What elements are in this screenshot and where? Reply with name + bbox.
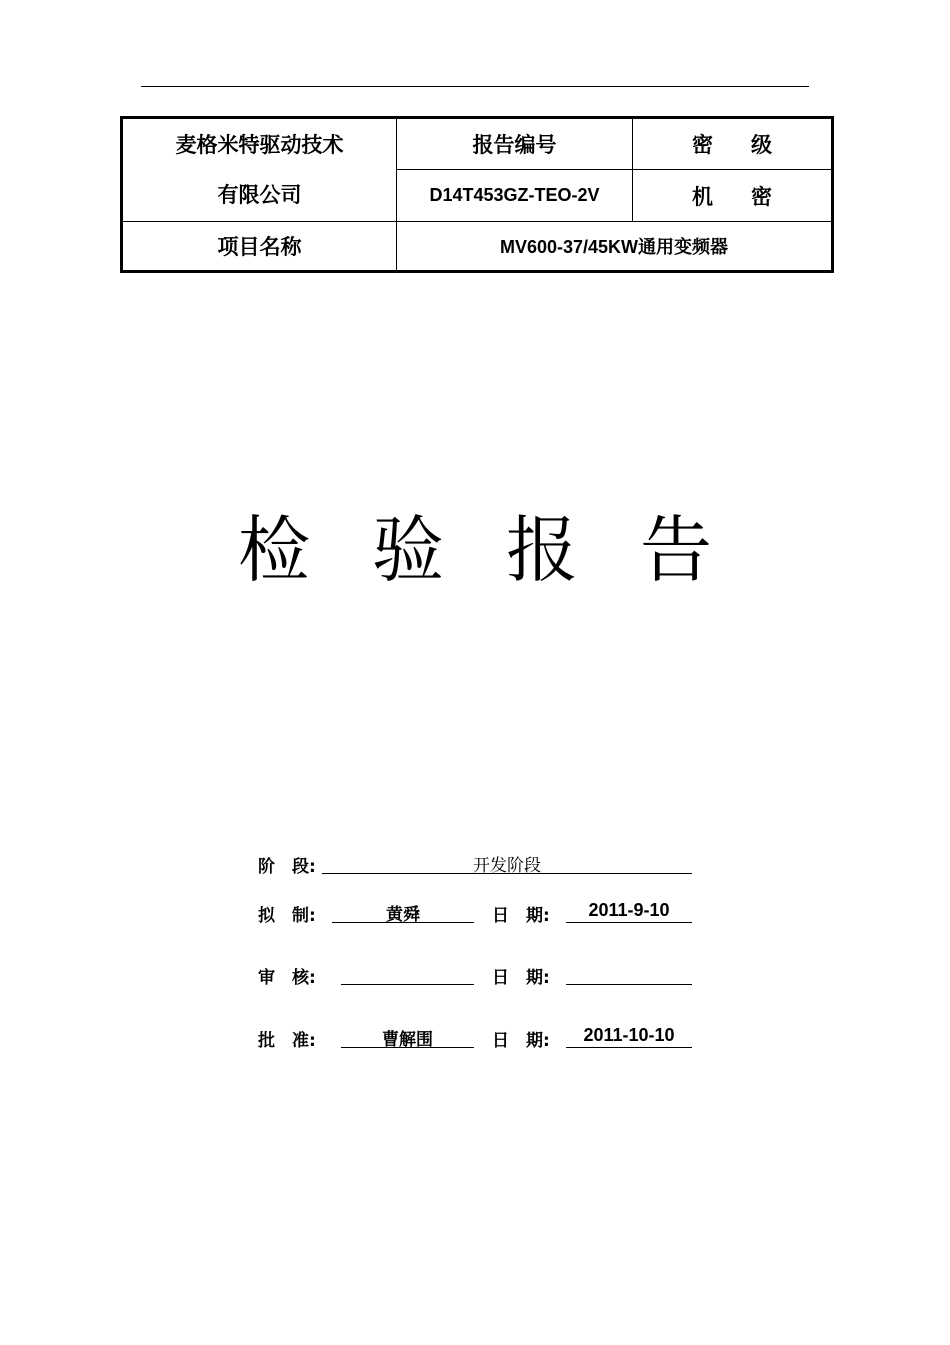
approve-value: 曹解围 [341,1025,474,1048]
security-level-label [633,118,833,170]
project-name-value: MV600-37/45KW通用变频器 [397,222,833,272]
review-label: 审 核: [258,968,316,988]
report-header-table [120,116,834,273]
drafted-date-label: 日 期: [492,906,550,926]
security-label-char-2: 级 [751,133,772,157]
top-rule [141,86,809,87]
review-date-value [566,962,692,985]
drafted-value: 黄舜 [332,900,474,923]
drafted-label: 拟 制: [258,906,316,926]
stage-value: 开发阶段 [322,851,692,874]
security-value-char-2: 密 [751,184,772,209]
company-name-cell [122,118,397,222]
drafted-date-value: 2011-9-10 [566,900,692,923]
security-level-value [633,170,833,222]
report-number-value: D14T453GZ-TEO-2V [397,170,633,222]
security-value-char-1: 机 [692,184,713,209]
approve-date-label: 日 期: [492,1031,550,1051]
document-title: 检验报告 [237,508,774,592]
approve-label: 批 准: [258,1031,316,1051]
review-date-label: 日 期: [492,968,550,988]
approve-date-value: 2011-10-10 [566,1025,692,1048]
company-name-line2: 有限公司 [217,183,302,207]
report-number-label: 报告编号 [397,118,633,170]
project-name-label: 项目名称 [122,222,397,272]
company-name-line1: 麦格米特驱动技术 [175,133,344,157]
security-label-char-1: 密 [692,133,713,157]
stage-label: 阶 段: [258,857,316,877]
review-value [341,962,474,985]
